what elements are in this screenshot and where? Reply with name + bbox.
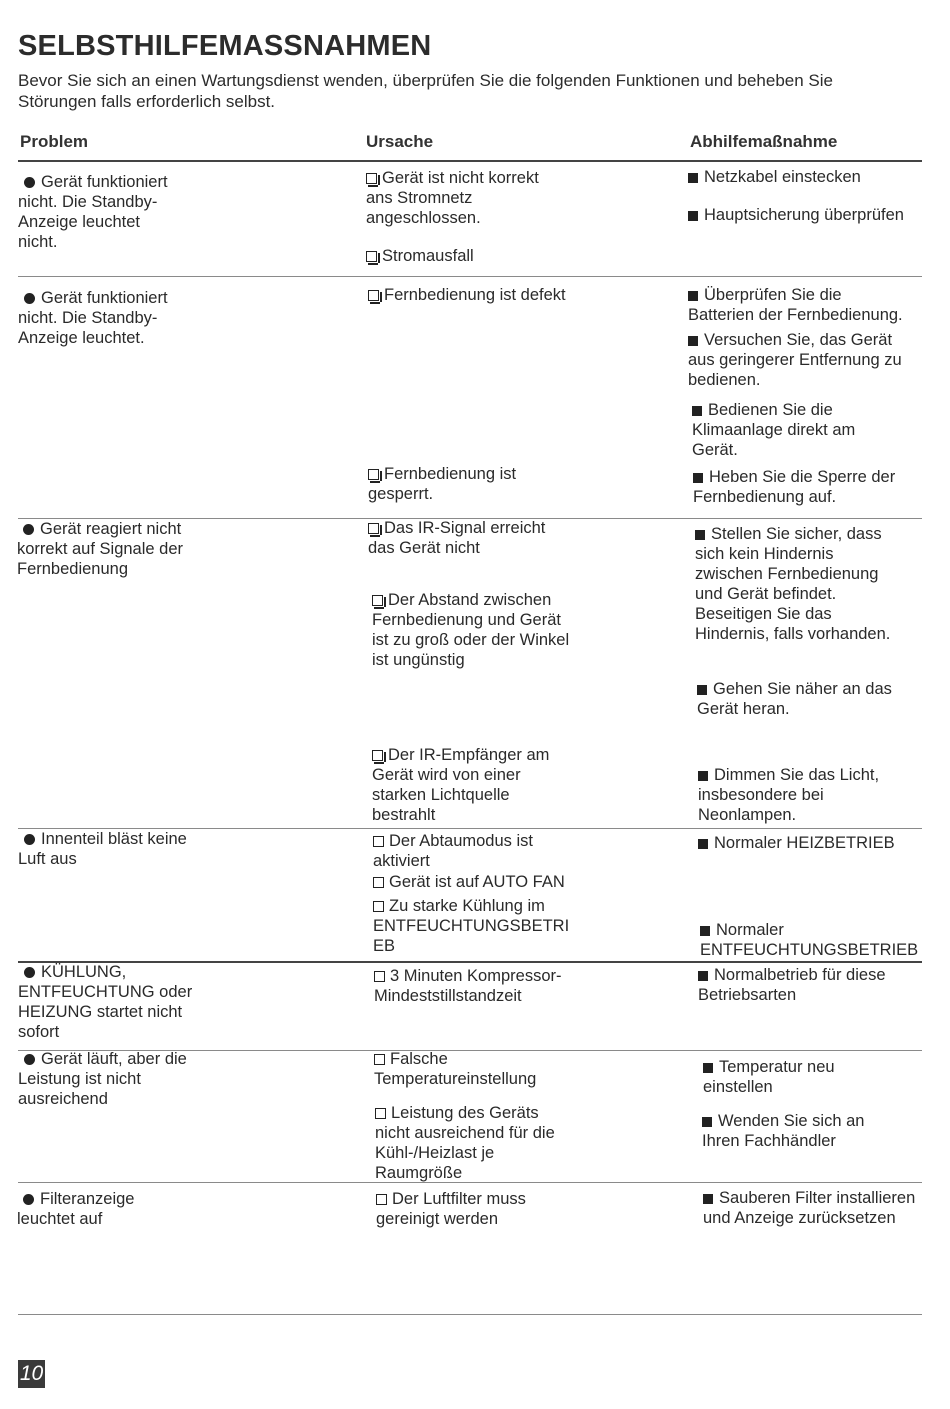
problem-cell-line	[18, 1002, 192, 1022]
cause-cell-text: Der Abtaumodus ist	[389, 832, 533, 850]
remedy-cell-line	[703, 1208, 915, 1228]
problem-cell-text: HEIZUNG startet nicht	[18, 1003, 183, 1021]
problem-cell-text: ausreichend	[18, 1090, 108, 1108]
remedy-cell-line	[703, 1188, 915, 1208]
checkbox-icon	[366, 173, 377, 184]
cause-cell-text: Temperatureinstellung	[374, 1070, 537, 1088]
remedy-cell-text: Hauptsicherung überprüfen	[704, 206, 904, 224]
cause-cell	[373, 831, 533, 871]
cause-cell	[366, 168, 539, 228]
problem-cell-text: ENTFEUCHTUNG oder	[18, 983, 193, 1001]
cause-cell-line	[372, 590, 569, 610]
cause-cell	[372, 590, 569, 670]
remedy-cell	[693, 467, 895, 507]
problem-cell-text: Gerät funktioniert	[41, 289, 168, 307]
header-cause: Ursache	[366, 132, 434, 151]
cause-cell-line	[374, 966, 562, 986]
page-number: 10	[18, 1360, 45, 1388]
checkbox-icon	[368, 523, 379, 534]
cause-cell	[366, 246, 474, 266]
checkbox-icon	[366, 251, 377, 262]
cause-cell-text: Gerät ist auf AUTO FAN	[389, 873, 565, 891]
cause-cell-line	[376, 1209, 526, 1229]
cause-cell-line	[366, 208, 539, 228]
cause-cell-line	[372, 650, 569, 670]
bullet-icon	[23, 1194, 34, 1205]
table-bottom-rule	[18, 1314, 922, 1315]
problem-cell-text: korrekt auf Signale der	[17, 540, 184, 558]
cause-cell-line	[372, 765, 549, 785]
cause-cell-line	[373, 851, 533, 871]
cause-cell-text: Mindeststillstandzeit	[374, 987, 522, 1005]
cause-cell-line	[372, 745, 549, 765]
remedy-cell	[688, 330, 902, 390]
square-bullet-icon	[700, 926, 710, 936]
cause-cell-line	[372, 785, 549, 805]
problem-cell	[18, 288, 168, 348]
cause-cell-line	[368, 285, 566, 305]
cause-cell-text: aktiviert	[373, 852, 430, 870]
cause-cell-line	[375, 1123, 555, 1143]
cause-cell-text: Fernbedienung ist defekt	[384, 286, 566, 304]
remedy-cell-text: Überprüfen Sie die	[704, 286, 842, 304]
problem-cell-text: Anzeige leuchtet.	[18, 329, 145, 347]
remedy-cell-text: und Anzeige zurücksetzen	[703, 1209, 896, 1227]
header-problem: Problem	[20, 132, 89, 151]
problem-cell-text: Luft aus	[18, 850, 77, 868]
remedy-cell-line	[695, 624, 890, 644]
problem-cell-line	[17, 559, 183, 579]
row-divider	[18, 276, 922, 277]
problem-cell-text: nicht. Die Standby-	[18, 309, 158, 327]
checkbox-icon	[373, 836, 384, 847]
checkbox-icon	[368, 469, 379, 480]
cause-cell-text: Das IR-Signal erreicht	[384, 519, 546, 537]
cause-cell-line	[375, 1143, 555, 1163]
problem-cell-line	[17, 539, 183, 559]
remedy-cell-text: aus geringerer Entfernung zu	[688, 351, 902, 369]
cause-cell	[376, 1189, 526, 1229]
square-bullet-icon	[703, 1063, 713, 1073]
remedy-cell-text: Klimaanlage direkt am	[692, 421, 856, 439]
cause-cell-line	[372, 630, 569, 650]
remedy-cell-line	[695, 564, 890, 584]
problem-cell	[17, 1189, 134, 1229]
remedy-cell-line	[688, 167, 861, 187]
cause-cell-text: Raumgröße	[375, 1164, 463, 1182]
cause-cell	[374, 1049, 536, 1089]
remedy-cell-line	[688, 370, 902, 390]
remedy-cell-line	[697, 679, 892, 699]
problem-cell	[18, 962, 192, 1042]
remedy-cell-text: Gerät.	[692, 441, 738, 459]
cause-cell-text: gesperrt.	[368, 485, 434, 503]
cause-cell-line	[368, 464, 516, 484]
cause-cell-text: das Gerät nicht	[368, 539, 480, 557]
cause-cell-text: Zu starke Kühlung im	[389, 897, 545, 915]
cause-cell	[368, 285, 566, 305]
checkbox-icon	[376, 1194, 387, 1205]
cause-cell-text: Falsche	[390, 1050, 448, 1068]
intro-line: Störungen falls erforderlich selbst.	[18, 92, 276, 111]
problem-cell-line	[18, 1049, 187, 1069]
problem-cell-text: nicht.	[18, 233, 58, 251]
cause-cell-text: Kühl-/Heizlast je	[375, 1144, 495, 1162]
remedy-cell-text: Normaler	[716, 921, 784, 939]
cause-cell-line	[373, 872, 565, 892]
checkbox-icon	[368, 290, 379, 301]
checkbox-icon	[373, 901, 384, 912]
problem-cell	[17, 519, 183, 579]
cause-cell-text: bestrahlt	[372, 806, 436, 824]
problem-cell-text: Fernbedienung	[17, 560, 129, 578]
remedy-cell-text: Sauberen Filter installieren	[719, 1189, 916, 1207]
remedy-cell-line	[697, 699, 892, 719]
remedy-cell-line	[698, 965, 886, 985]
remedy-cell-line	[703, 1077, 835, 1097]
bullet-icon	[24, 967, 35, 978]
square-bullet-icon	[688, 336, 698, 346]
remedy-cell-line	[688, 285, 903, 305]
remedy-cell-text: bedienen.	[688, 371, 761, 389]
remedy-cell-line	[695, 604, 890, 624]
problem-cell-line	[18, 192, 168, 212]
remedy-cell	[698, 765, 879, 825]
problem-cell-line	[18, 288, 168, 308]
remedy-cell-line	[695, 544, 890, 564]
remedy-cell-line	[698, 833, 895, 853]
problem-cell-text: Filteranzeige	[40, 1190, 135, 1208]
cause-cell-line	[374, 1069, 536, 1089]
bullet-icon	[24, 293, 35, 304]
remedy-cell	[692, 400, 855, 460]
cause-cell-line	[373, 916, 569, 936]
cause-cell	[375, 1103, 555, 1183]
problem-cell-text: Gerät reagiert nicht	[40, 520, 182, 538]
remedy-cell-line	[695, 524, 890, 544]
remedy-cell-line	[693, 467, 895, 487]
remedy-cell-text: Batterien der Fernbedienung.	[688, 306, 903, 324]
remedy-cell-text: Beseitigen Sie das	[695, 605, 832, 623]
cause-cell	[368, 464, 516, 504]
cause-cell-line	[366, 188, 539, 208]
remedy-cell-text: Bedienen Sie die	[708, 401, 833, 419]
square-bullet-icon	[688, 291, 698, 301]
remedy-cell-line	[692, 440, 855, 460]
cause-cell-line	[373, 936, 569, 956]
remedy-cell-text: Hindernis, falls vorhanden.	[695, 625, 891, 643]
problem-cell-line	[17, 1189, 134, 1209]
remedy-cell	[688, 167, 861, 187]
intro-line: Bevor Sie sich an einen Wartungsdienst wenden, überprüfen Sie die folgenden Funktionen und beheben Sie	[18, 71, 833, 90]
problem-cell-line	[18, 308, 168, 328]
problem-cell-text: Leistung ist nicht	[18, 1070, 141, 1088]
remedy-cell-text: Stellen Sie sicher, dass	[711, 525, 882, 543]
cause-cell-text: Der Luftfilter muss	[392, 1190, 526, 1208]
remedy-cell	[695, 524, 890, 644]
remedy-cell-line	[698, 765, 879, 785]
remedy-cell	[698, 833, 895, 853]
problem-cell-line	[17, 519, 183, 539]
problem-cell-line	[18, 849, 187, 869]
problem-cell-line	[18, 1089, 187, 1109]
cause-cell	[373, 896, 569, 956]
remedy-cell-text: Normalbetrieb für diese	[714, 966, 886, 984]
problem-cell-text: sofort	[18, 1023, 60, 1041]
square-bullet-icon	[697, 685, 707, 695]
checkbox-icon	[372, 595, 383, 606]
remedy-cell-line	[702, 1111, 864, 1131]
remedy-cell-line	[698, 785, 879, 805]
cause-cell-text: Fernbedienung ist	[384, 465, 517, 483]
cause-cell-line	[366, 168, 539, 188]
cause-cell-text: Gerät wird von einer	[372, 766, 521, 784]
square-bullet-icon	[692, 406, 702, 416]
cause-cell	[372, 745, 549, 825]
problem-cell-text: KÜHLUNG,	[41, 963, 127, 981]
cause-cell-text: angeschlossen.	[366, 209, 481, 227]
remedy-cell-text: Versuchen Sie, das Gerät	[704, 331, 893, 349]
problem-cell	[18, 172, 168, 252]
bullet-icon	[24, 834, 35, 845]
problem-cell-line	[18, 1022, 192, 1042]
remedy-cell	[703, 1057, 835, 1097]
remedy-cell	[688, 285, 903, 325]
header-remedy: Abhilfemaßnahme	[690, 132, 838, 151]
remedy-cell-text: und Gerät befindet.	[695, 585, 837, 603]
checkbox-icon	[372, 750, 383, 761]
problem-cell-line	[18, 328, 168, 348]
cause-cell-text: starken Lichtquelle	[372, 786, 510, 804]
remedy-cell-line	[688, 330, 902, 350]
checkbox-icon	[374, 1054, 385, 1065]
problem-cell-text: Innenteil bläst keine	[41, 830, 187, 848]
problem-cell-line	[18, 829, 187, 849]
remedy-cell-line	[688, 205, 904, 225]
cause-cell-line	[374, 1049, 536, 1069]
header-divider	[18, 160, 922, 162]
remedy-cell-text: Temperatur neu	[719, 1058, 835, 1076]
remedy-cell-text: sich kein Hindernis	[695, 545, 834, 563]
square-bullet-icon	[702, 1117, 712, 1127]
remedy-cell-text: ENTFEUCHTUNGSBETRIEB	[700, 941, 919, 959]
remedy-cell-text: Neonlampen.	[698, 806, 797, 824]
cause-cell	[368, 518, 545, 558]
checkbox-icon	[373, 877, 384, 888]
remedy-cell-line	[698, 985, 886, 1005]
remedy-cell-line	[692, 400, 855, 420]
remedy-cell-line	[698, 805, 879, 825]
cause-cell-text: EB	[373, 937, 396, 955]
remedy-cell-line	[693, 487, 895, 507]
cause-cell-line	[375, 1163, 555, 1183]
remedy-cell-text: Gerät heran.	[697, 700, 790, 718]
remedy-cell-text: Normaler HEIZBETRIEB	[714, 834, 895, 852]
checkbox-icon	[375, 1108, 386, 1119]
problem-cell	[18, 1049, 187, 1109]
cause-cell-line	[368, 484, 516, 504]
bullet-icon	[23, 524, 34, 535]
remedy-cell	[700, 920, 918, 960]
cause-cell-line	[374, 986, 562, 1006]
remedy-cell-text: Fernbedienung auf.	[693, 488, 837, 506]
problem-cell-text: nicht. Die Standby-	[18, 193, 158, 211]
remedy-cell-text: Dimmen Sie das Licht,	[714, 766, 880, 784]
problem-cell	[18, 829, 187, 869]
cause-cell-line	[368, 538, 545, 558]
square-bullet-icon	[703, 1194, 713, 1204]
remedy-cell-text: Heben Sie die Sperre der	[709, 468, 896, 486]
cause-cell-text: nicht ausreichend für die	[375, 1124, 555, 1142]
remedy-cell-text: Gehen Sie näher an das	[713, 680, 892, 698]
intro-text	[18, 70, 918, 112]
cause-cell-line	[373, 831, 533, 851]
cause-cell-text: Stromausfall	[382, 247, 474, 265]
cause-cell-line	[376, 1189, 526, 1209]
cause-cell	[373, 872, 565, 892]
problem-cell-line	[18, 1069, 187, 1089]
remedy-cell	[697, 679, 892, 719]
cause-cell-text: 3 Minuten Kompressor-	[390, 967, 562, 985]
remedy-cell-line	[688, 350, 902, 370]
remedy-cell-line	[692, 420, 855, 440]
remedy-cell-line	[700, 940, 918, 960]
cause-cell-text: Fernbedienung und Gerät	[372, 611, 561, 629]
square-bullet-icon	[695, 530, 705, 540]
page-title: SELBSTHILFEMASSNAHMEN	[18, 30, 432, 62]
remedy-cell-line	[695, 584, 890, 604]
cause-cell-text: gereinigt werden	[376, 1210, 498, 1228]
problem-cell-line	[18, 962, 192, 982]
remedy-cell	[688, 205, 904, 225]
remedy-cell-line	[702, 1131, 864, 1151]
cause-cell-line	[372, 610, 569, 630]
cause-cell-text: Der Abstand zwischen	[388, 591, 552, 609]
cause-cell-text: ist zu groß oder der Winkel	[372, 631, 570, 649]
square-bullet-icon	[698, 839, 708, 849]
remedy-cell-line	[700, 920, 918, 940]
cause-cell-line	[366, 246, 474, 266]
problem-cell-text: leuchtet auf	[17, 1210, 103, 1228]
cause-cell-text: ENTFEUCHTUNGSBETRI	[373, 917, 570, 935]
square-bullet-icon	[688, 211, 698, 221]
remedy-cell-text: Wenden Sie sich an	[718, 1112, 865, 1130]
problem-cell-line	[18, 172, 168, 192]
square-bullet-icon	[688, 173, 698, 183]
cause-cell-text: Leistung des Geräts	[391, 1104, 539, 1122]
cause-cell-line	[373, 896, 569, 916]
remedy-cell	[702, 1111, 864, 1151]
problem-cell-line	[17, 1209, 134, 1229]
cause-cell-text: Der IR-Empfänger am	[388, 746, 550, 764]
square-bullet-icon	[698, 971, 708, 981]
square-bullet-icon	[693, 473, 703, 483]
remedy-cell-text: insbesondere bei	[698, 786, 824, 804]
problem-cell-text: Gerät läuft, aber die	[41, 1050, 187, 1068]
checkbox-icon	[374, 971, 385, 982]
problem-cell-line	[18, 212, 168, 232]
remedy-cell	[698, 965, 886, 1005]
cause-cell-line	[375, 1103, 555, 1123]
remedy-cell-text: einstellen	[703, 1078, 773, 1096]
remedy-cell-text: Ihren Fachhändler	[702, 1132, 836, 1150]
remedy-cell	[703, 1188, 915, 1228]
remedy-cell-text: Betriebsarten	[698, 986, 797, 1004]
bullet-icon	[24, 177, 35, 188]
problem-cell-line	[18, 232, 168, 252]
cause-cell-text: ist ungünstig	[372, 651, 465, 669]
problem-cell-text: Gerät funktioniert	[41, 173, 168, 191]
cause-cell-line	[372, 805, 549, 825]
problem-cell-text: Anzeige leuchtet	[18, 213, 141, 231]
cause-cell-text: Gerät ist nicht korrekt	[382, 169, 539, 187]
remedy-cell-text: zwischen Fernbedienung	[695, 565, 879, 583]
cause-cell-text: ans Stromnetz	[366, 189, 473, 207]
remedy-cell-line	[703, 1057, 835, 1077]
problem-cell-line	[18, 982, 192, 1002]
square-bullet-icon	[698, 771, 708, 781]
remedy-cell-text: Netzkabel einstecken	[704, 168, 861, 186]
bullet-icon	[24, 1054, 35, 1065]
cause-cell	[374, 966, 562, 1006]
remedy-cell-line	[688, 305, 903, 325]
cause-cell-line	[368, 518, 545, 538]
